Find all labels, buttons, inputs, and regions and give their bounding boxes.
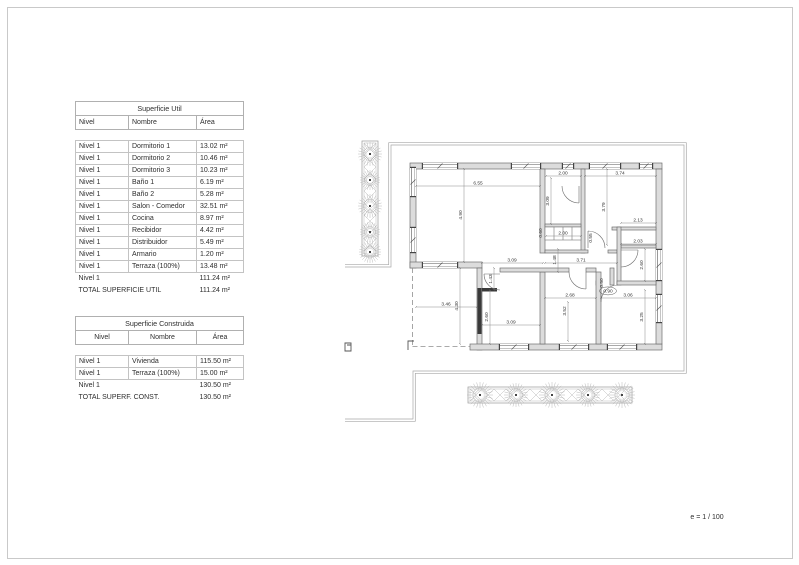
window <box>656 294 662 323</box>
table-cell: 4.42 m² <box>197 225 244 237</box>
dimension-label: 2.00 <box>558 231 568 237</box>
table-cell: Nivel 1 <box>76 153 129 165</box>
table-cell: Salon - Comedor <box>129 201 197 213</box>
tree-symbol <box>358 142 382 166</box>
table-cell: Nivel 1 <box>76 177 129 189</box>
table-cell: Distribuidor <box>129 237 197 249</box>
dimension-label: 2.03 <box>633 239 643 245</box>
table-cell: 10.23 m² <box>197 165 244 177</box>
table-cell: Cocina <box>129 213 197 225</box>
table-cell: Terraza (100%) <box>129 368 197 380</box>
tree-symbol <box>504 383 528 407</box>
dimension-label: 0.55 <box>589 233 594 243</box>
tree-symbol <box>359 241 381 263</box>
total-value: 130.50 m² <box>199 394 232 401</box>
hedge-and-trees <box>358 141 635 408</box>
terrace-corner-marks <box>345 341 414 351</box>
total-label: TOTAL SUPERF. CONST. <box>78 394 160 401</box>
dimension-label: 3.52 <box>563 306 568 316</box>
table-cell: Nivel 1 <box>76 368 129 380</box>
dimension-label: 3.25 <box>640 312 645 322</box>
table-cell: 10.46 m² <box>197 153 244 165</box>
total-value: 111.24 m² <box>199 287 230 294</box>
dimension-label: 3.09 <box>506 320 516 326</box>
tree-symbol <box>360 222 380 242</box>
dimension-label: 0.60 <box>539 228 544 238</box>
table-cell: 5.49 m² <box>197 237 244 249</box>
dimension-label: 0.50 <box>600 278 605 288</box>
door-arcs <box>484 186 638 302</box>
dimension-label: 3.09 <box>546 196 551 206</box>
table-cell: Dormitorio 1 <box>129 141 197 153</box>
col-header-nombre: Nombre <box>129 331 197 345</box>
tree-symbol <box>360 170 380 190</box>
table-cell: 32.51 m² <box>197 201 244 213</box>
dimension-label: 4.30 <box>455 301 460 311</box>
table-cell: 111.24 m² <box>199 275 230 282</box>
table-cell: 5.28 m² <box>197 189 244 201</box>
table-cell: Nivel 1 <box>78 382 100 389</box>
windows-group <box>410 163 662 350</box>
table-cell: 1.20 m² <box>197 249 244 261</box>
col-header-area: Área <box>197 116 244 130</box>
table-cell: 115.50 m² <box>197 356 244 368</box>
table-cell: Terraza (100%) <box>129 261 197 273</box>
table-cell: Nivel 1 <box>76 225 129 237</box>
table-cell: Nivel 1 <box>76 261 129 273</box>
table-title: Superficie Util <box>76 102 244 116</box>
table-cell: 130.50 m² <box>199 382 232 389</box>
dimension-label: 0.90 <box>603 289 613 295</box>
dimension-label: 3.09 <box>507 258 517 264</box>
tree-symbol <box>467 382 493 408</box>
dimension-label: 1.43 <box>489 274 494 284</box>
scale-label: e = 1 / 100 <box>690 514 724 521</box>
table-cell: 6.19 m² <box>197 177 244 189</box>
dimension-label: 3.74 <box>615 171 625 177</box>
dimension-label: 3.79 <box>602 202 607 212</box>
table-cell: Nivel 1 <box>76 141 129 153</box>
tree-symbol <box>576 383 600 407</box>
dimension-label: 2.60 <box>485 312 490 322</box>
table-cell: 8.97 m² <box>197 213 244 225</box>
tree-symbol <box>539 382 565 408</box>
table-cell: Nivel 1 <box>76 201 129 213</box>
sliding-door <box>478 288 498 334</box>
dimension-label: 1.48 <box>553 255 558 265</box>
col-header-nivel: Nivel <box>76 331 129 345</box>
dimension-label: 2.13 <box>633 218 643 224</box>
table-cell: Nivel 1 <box>76 165 129 177</box>
table-cell: 13.02 m² <box>197 141 244 153</box>
walls-group <box>410 163 662 350</box>
dimension-label: 3.06 <box>623 293 633 299</box>
col-header-area: Área <box>197 331 244 345</box>
table-cell: Nivel 1 <box>76 213 129 225</box>
dimension-label: 3.46 <box>441 302 451 308</box>
dimension-label: 2.68 <box>565 293 575 299</box>
wall-tick-marks <box>411 164 662 350</box>
table-cell: 15.00 m² <box>197 368 244 380</box>
total-label: TOTAL SUPERFICIE UTIL <box>78 287 162 294</box>
table-cell: Nivel 1 <box>76 189 129 201</box>
table-cell: Nivel 1 <box>76 356 129 368</box>
table-cell: Nivel 1 <box>78 275 100 282</box>
table-cell: 13.48 m² <box>197 261 244 273</box>
table-cell: Dormitorio 2 <box>129 153 197 165</box>
table-cell: Vivienda <box>129 356 197 368</box>
table-cell: Nivel 1 <box>76 249 129 261</box>
table-cell: Baño 2 <box>129 189 197 201</box>
table-cell: Nivel 1 <box>76 237 129 249</box>
dimension-label: 6.55 <box>473 181 483 187</box>
table-cell: Dormitorio 3 <box>129 165 197 177</box>
dimension-label: 2.60 <box>640 260 645 270</box>
table-title: Superficie Construida <box>76 317 244 331</box>
dimension-label: 4.90 <box>459 210 464 220</box>
table-cell: Armario <box>129 249 197 261</box>
dimension-label: 2.00 <box>558 171 568 177</box>
table-cell: Recibidor <box>129 225 197 237</box>
col-header-nivel: Nivel <box>76 116 129 130</box>
dimension-label: 3.71 <box>576 258 586 264</box>
col-header-nombre: Nombre <box>129 116 197 130</box>
tree-symbol <box>609 382 635 408</box>
table-cell: Baño 1 <box>129 177 197 189</box>
tree-symbol <box>358 194 382 218</box>
